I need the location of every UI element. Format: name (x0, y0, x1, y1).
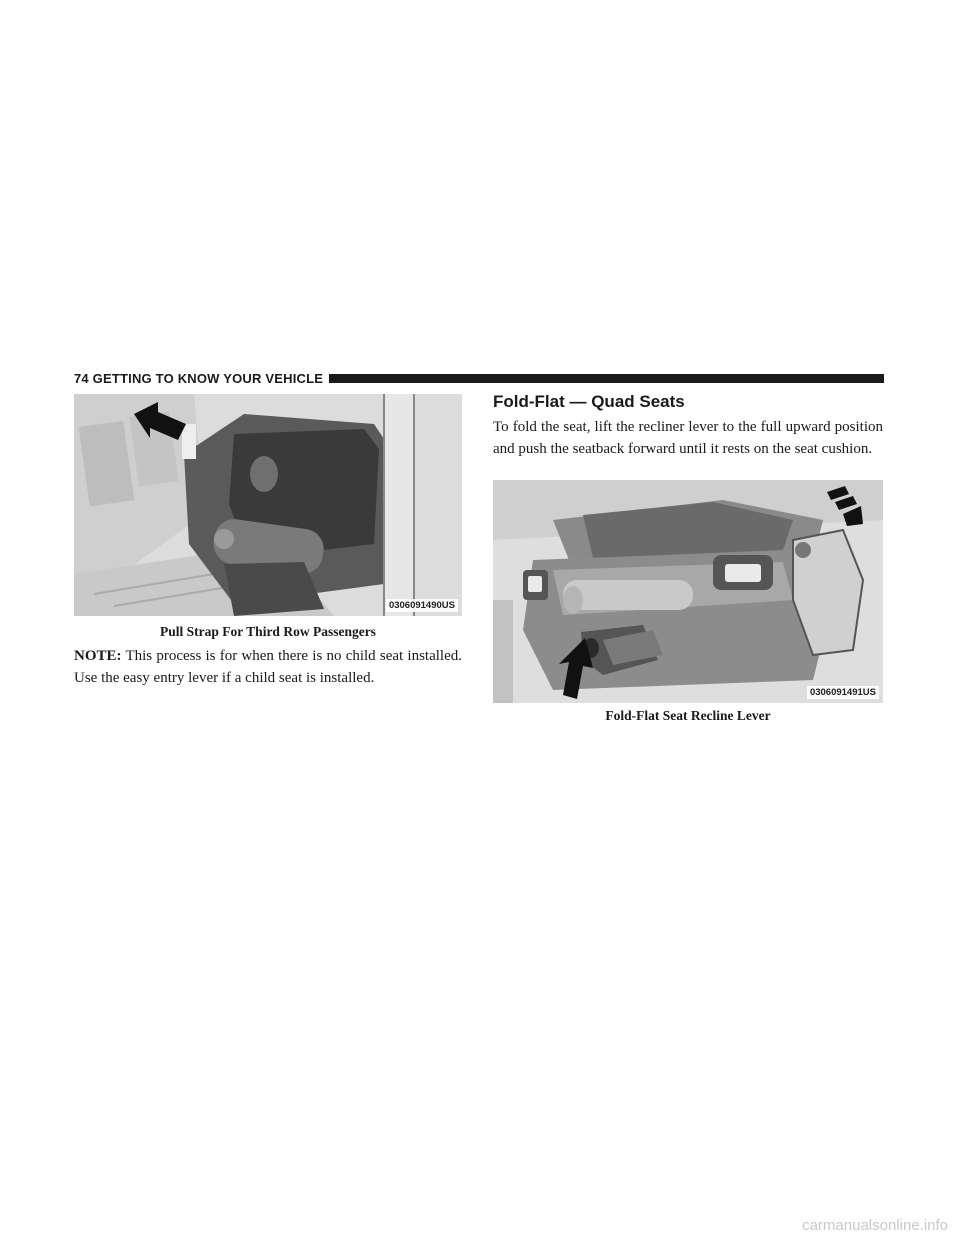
figure-code: 0306091491US (807, 686, 879, 699)
recline-lever-illustration (493, 480, 883, 703)
figure-code: 0306091490US (386, 599, 458, 612)
note-paragraph (74, 645, 462, 689)
note-label: NOTE: (74, 648, 122, 664)
figure-caption: Fold-Flat Seat Recline Lever (605, 708, 771, 723)
note-text: This process is for when there is no child seat installed. Use the easy entry lever if a child seat is installed. (74, 648, 462, 686)
figure-pull-strap (74, 394, 462, 616)
page-number-and-chapter: 74 GETTING TO KNOW YOUR VEHICLE (74, 370, 329, 388)
header-rule (324, 374, 884, 383)
figure-caption: Pull Strap For Third Row Passengers (160, 624, 376, 639)
pull-strap-illustration (74, 394, 462, 616)
body-paragraph: To fold the seat, lift the recliner lever to the full upward position and push the seatback forward until it rests on the seat cushion. (493, 419, 883, 457)
section-heading: Fold-Flat — Quad Seats (493, 392, 685, 411)
figure-recline-lever (493, 480, 883, 703)
watermark: carmanualsonline.info (802, 1217, 948, 1234)
page-header (74, 370, 884, 388)
